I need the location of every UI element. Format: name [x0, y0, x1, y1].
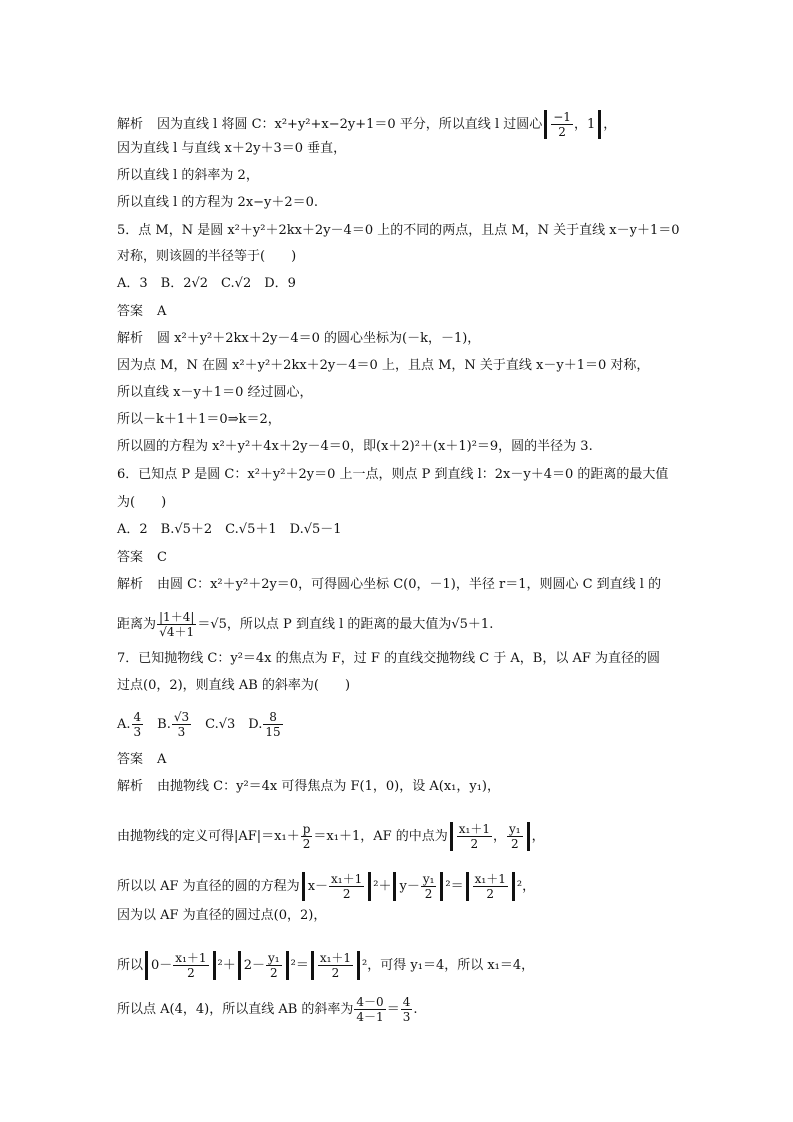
section-label: 解析: [117, 577, 144, 592]
denominator: 2: [470, 837, 479, 851]
text-line: [117, 677, 350, 695]
text-line: [117, 751, 166, 769]
text-line: [117, 610, 493, 639]
fraction: [354, 995, 385, 1024]
text-run: 7．已知抛物线 C：y²＝4x 的焦点为 F，过 F 的直线交抛物线 C 于 A，B，以 AF 为直径的圆: [117, 651, 661, 666]
text-run: ²，: [516, 879, 536, 894]
fraction: [132, 710, 144, 739]
denominator: 3: [402, 1010, 411, 1024]
text-run: 由圆 C：x²＋y²＋2y＝0，可得圆心坐标 C(0，－1)，半径 r＝1，则圆心 C 到直线 l 的: [157, 577, 662, 592]
numerator: 8: [263, 710, 282, 725]
section-label: 答案: [117, 550, 144, 565]
numerator: x₁＋1: [175, 951, 207, 965]
text-run: 对称，则该圆的半径等于( ): [117, 249, 297, 264]
text-run: ，: [531, 829, 545, 844]
text-line: [117, 778, 500, 796]
numerator: x₁＋1: [319, 951, 352, 965]
text-run: A: [157, 752, 167, 767]
denominator: 2: [269, 966, 278, 980]
text-line: [117, 466, 668, 484]
text-run: ²＋: [373, 879, 392, 894]
text-run: 所以直线 l 的方程为 2x−y＋2＝0.: [117, 195, 319, 210]
denominator: 2: [486, 887, 495, 901]
text-run: 所以点 A(4，4)，所以直线 AB 的斜率为: [117, 1002, 354, 1017]
section-label: 答案: [117, 304, 144, 319]
text-run: x－: [307, 879, 329, 894]
text-run: .: [413, 1002, 418, 1017]
text-run: 5．点 M，N 是圆 x²＋y²＋2kx＋2y－4＝0 上的不同的两点，且点 M，N 关于直线 x－y＋1＝0: [117, 223, 680, 238]
denominator: 2: [342, 887, 351, 901]
text-run: A.: [117, 717, 131, 732]
text-line: [117, 995, 418, 1024]
numerator: 4: [133, 710, 142, 724]
text-line: [117, 549, 167, 567]
denominator: 2: [510, 837, 519, 851]
text-run: 过点(0，2)，则直线 AB 的斜率为( ): [117, 678, 351, 693]
text-run: ²＝: [445, 879, 464, 894]
numerator: √3: [173, 710, 190, 724]
denominator: 2: [558, 125, 566, 139]
text-run: 所以直线 l 的斜率为 2，: [117, 168, 259, 183]
denominator: 2: [331, 966, 340, 980]
text-line: [117, 521, 342, 539]
numerator: x₁＋1: [474, 872, 506, 886]
text-run: ，: [603, 117, 617, 132]
text-run: C: [157, 550, 167, 565]
parenthesized-expression: [466, 872, 515, 901]
numerator: 4: [402, 995, 411, 1009]
text-line: [117, 494, 166, 512]
text-run: 2－: [243, 958, 266, 973]
parenthesized-expression: [302, 872, 372, 901]
text-line: [117, 110, 616, 139]
text-line: [117, 357, 649, 375]
text-run: 圆 x²＋y²＋2kx＋2y－4＝0 的圆心坐标为(－k，－1)，: [157, 331, 481, 346]
denominator: √4＋1: [159, 625, 195, 639]
fraction: [421, 872, 437, 901]
parenthesized-expression: [145, 951, 216, 980]
text-line: [117, 822, 545, 851]
fraction: [401, 995, 413, 1024]
fraction: [173, 951, 208, 980]
text-run: 6．已知点 P 是圆 C：x²＋y²＋2y＝0 上一点，则点 P 到直线 l：2x－y＋4＝0 的距离的最大值: [117, 467, 669, 482]
text-run: 为( ): [117, 495, 167, 510]
text-line: [117, 710, 284, 739]
section-label: 解析: [117, 779, 144, 794]
text-run: ²＝: [290, 958, 309, 973]
denominator: 2: [302, 837, 311, 851]
text-line: [117, 438, 593, 456]
text-run: ＝√5，所以点 P 到直线 l 的距离的最大值为√5＋1.: [197, 617, 494, 632]
text-run: 因为点 M，N 在圆 x²＋y²＋2kx＋2y－4＝0 上，且点 M，N 关于直线 x－y＋1＝0 对称，: [117, 358, 650, 373]
section-label: 答案: [117, 752, 144, 767]
text-run: 由抛物线 C：y²＝4x 可得焦点为 F(1，0)，设 A(x₁，y₁)，: [157, 779, 500, 794]
text-line: [117, 222, 680, 240]
fraction: [266, 951, 282, 980]
fraction: [301, 822, 313, 851]
text-run: ＝x₁＋1，AF 的中点为: [313, 829, 448, 844]
parenthesized-expression: [393, 872, 443, 901]
numerator: y₁: [268, 951, 280, 965]
numerator: x₁＋1: [331, 872, 363, 886]
text-run: A．2 B.√5＋2 C.√5＋1 D.√5－1: [117, 522, 342, 537]
text-run: ，1: [573, 117, 596, 132]
text-run: 距离为: [117, 617, 157, 632]
text-run: ，: [492, 829, 506, 844]
text-run: 因为以 AF 为直径的圆过点(0，2)，: [117, 908, 327, 923]
text-run: A: [157, 304, 167, 319]
text-run: ＝: [386, 1002, 400, 1017]
fraction: [157, 610, 196, 639]
text-line: [117, 650, 660, 668]
text-line: [117, 872, 535, 901]
fraction: [318, 951, 353, 980]
fraction: [329, 872, 364, 901]
parenthesized-expression: [450, 822, 530, 851]
text-line: [117, 576, 661, 594]
text-run: 由抛物线的定义可得|AF|＝x₁＋: [117, 829, 300, 844]
fraction: [551, 110, 573, 139]
fraction: [473, 872, 508, 901]
text-line: [117, 907, 326, 925]
text-run: ²，可得 y₁＝4，所以 x₁＝4，: [362, 958, 535, 973]
text-run: 因为直线 l 将圆 C：x²+y²+x−2y+1＝0 平分，所以直线 l 过圆心: [157, 117, 543, 132]
denominator: 15: [265, 725, 281, 739]
denominator: 3: [177, 725, 186, 739]
numerator: x₁＋1: [458, 822, 490, 836]
text-line: [117, 167, 259, 185]
text-line: [117, 194, 318, 212]
section-label: 解析: [117, 117, 144, 132]
text-run: 所以以 AF 为直径的圆的方程为: [117, 879, 300, 894]
section-label: 解析: [117, 331, 144, 346]
denominator: 2: [187, 966, 195, 980]
numerator: −1: [553, 110, 571, 124]
text-line: [117, 275, 296, 293]
text-line: [117, 411, 281, 429]
parenthesized-expression: [311, 951, 360, 980]
numerator: p: [302, 822, 311, 836]
parenthesized-expression: [238, 951, 289, 980]
text-run: 0－: [151, 958, 173, 973]
text-line: [117, 951, 534, 980]
text-line: [117, 303, 166, 321]
text-run: ²＋: [217, 958, 236, 973]
fraction: [172, 710, 191, 739]
text-run: C.√3 D.: [192, 717, 263, 732]
fraction: [507, 822, 523, 851]
text-run: A．3 B．2√2 C.√2 D．9: [117, 276, 296, 291]
text-line: [117, 330, 480, 348]
numerator: y₁: [509, 822, 521, 836]
text-run: 所以直线 x－y＋1＝0 经过圆心，: [117, 385, 313, 400]
text-line: [117, 248, 296, 266]
numerator: y₁: [422, 872, 435, 886]
text-run: 所以: [117, 958, 144, 973]
text-run: 因为直线 l 与直线 x＋2y＋3＝0 垂直，: [117, 141, 347, 156]
text-run: B.: [144, 717, 171, 732]
denominator: 2: [424, 887, 433, 901]
text-run: y－: [399, 879, 420, 894]
numerator: 4－0: [356, 995, 384, 1009]
denominator: 3: [133, 725, 142, 739]
fraction: [263, 710, 282, 739]
text-line: [117, 384, 312, 402]
parenthesized-expression: [544, 110, 601, 139]
denominator: 4－1: [356, 1010, 384, 1024]
text-run: 所以－k＋1＋1＝0⇒k＝2，: [117, 412, 281, 427]
fraction: [457, 822, 492, 851]
numerator: |1＋4|: [159, 610, 195, 624]
text-line: [117, 140, 346, 158]
text-run: 所以圆的方程为 x²＋y²＋4x＋2y－4＝0，即(x＋2)²＋(x＋1)²＝9，圆的半径为 3.: [117, 439, 593, 454]
